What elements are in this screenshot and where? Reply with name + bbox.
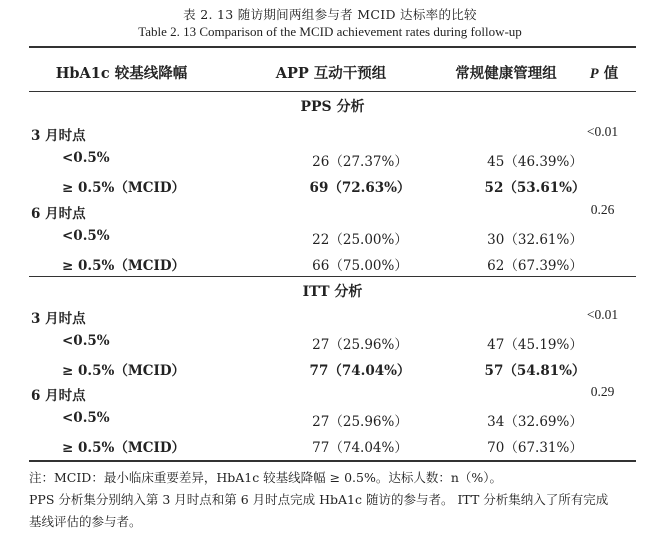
column-header-p-value bbox=[572, 62, 636, 83]
row-label: 3 月时点 bbox=[31, 128, 86, 144]
table-row bbox=[29, 333, 636, 359]
table-row bbox=[29, 124, 636, 150]
cell-app: 27（25.96%） bbox=[312, 414, 408, 430]
column-header-regular-group: 常规健康管理组 bbox=[455, 65, 557, 82]
note-line-3: 基线评估的参与者。 bbox=[29, 514, 142, 529]
row-label: ≥ 0.5%（MCID） bbox=[62, 440, 186, 456]
table-row bbox=[29, 436, 636, 462]
section-divider-rule bbox=[29, 276, 636, 277]
cell-app: 77（74.04%） bbox=[309, 363, 411, 379]
cell-p: 0.26 bbox=[590, 202, 615, 217]
cell-regular: 34（32.69%） bbox=[487, 414, 583, 430]
cell-regular: 52（53.61%） bbox=[484, 180, 586, 196]
table-row bbox=[29, 228, 636, 254]
cell-regular: 47（45.19%） bbox=[487, 337, 583, 353]
column-header-app-group: APP 互动干预组 bbox=[275, 65, 387, 82]
cell-app: 26（27.37%） bbox=[312, 154, 408, 170]
cell-p: <0.01 bbox=[586, 124, 619, 139]
table-bottom-rule bbox=[29, 460, 636, 462]
section-title-itt: ITT 分析 bbox=[302, 284, 363, 300]
row-label: 6 月时点 bbox=[31, 206, 86, 222]
table-row bbox=[29, 176, 636, 202]
cell-regular: 30（32.61%） bbox=[487, 232, 583, 248]
header-rule bbox=[29, 91, 636, 92]
row-label: <0.5% bbox=[62, 333, 110, 349]
section-title-pps: PPS 分析 bbox=[300, 99, 365, 115]
p-symbol: P bbox=[589, 66, 599, 82]
p-header-text: 值 bbox=[598, 65, 619, 82]
cell-regular: 45（46.39%） bbox=[487, 154, 583, 170]
table-caption-cn: 表 2. 13 随访期间两组参与者 MCID 达标率的比较 bbox=[183, 7, 477, 22]
cell-app: 27（25.96%） bbox=[312, 337, 408, 353]
cell-p: 0.29 bbox=[590, 384, 615, 399]
cell-app: 66（75.00%） bbox=[312, 258, 408, 274]
row-label: 3 月时点 bbox=[31, 311, 86, 327]
row-label: ≥ 0.5%（MCID） bbox=[62, 258, 186, 274]
note-line-2: PPS 分析集分别纳入第 3 月时点和第 6 月时点完成 HbA1c 随访的参与者。 ITT 分析集纳入了所有完成 bbox=[29, 492, 609, 507]
cell-p: <0.01 bbox=[586, 307, 619, 322]
cell-regular: 57（54.81%） bbox=[484, 363, 586, 379]
table-top-rule bbox=[29, 46, 636, 48]
row-label: <0.5% bbox=[62, 410, 110, 426]
note-line-1: 注：MCID：最小临床重要差异，HbA1c 较基线降幅 ≥ 0.5%。达标人数：n（%）。 bbox=[29, 470, 503, 485]
table-row bbox=[29, 202, 636, 228]
table-row bbox=[29, 384, 636, 410]
cell-app: 77（74.04%） bbox=[312, 440, 408, 456]
table-row bbox=[29, 150, 636, 176]
row-label: ≥ 0.5%（MCID） bbox=[62, 180, 186, 196]
row-label: <0.5% bbox=[62, 150, 110, 166]
cell-regular: 62（67.39%） bbox=[487, 258, 583, 274]
column-header-hba1c: HbA1c 较基线降幅 bbox=[55, 65, 188, 82]
cell-app: 69（72.63%） bbox=[309, 180, 411, 196]
table-row bbox=[29, 359, 636, 385]
cell-regular: 70（67.31%） bbox=[487, 440, 583, 456]
row-label: <0.5% bbox=[62, 228, 110, 244]
cell-app: 22（25.00%） bbox=[312, 232, 408, 248]
row-label: 6 月时点 bbox=[31, 388, 86, 404]
row-label: ≥ 0.5%（MCID） bbox=[62, 363, 186, 379]
table-row bbox=[29, 410, 636, 436]
table-row bbox=[29, 307, 636, 333]
table-caption-en: Table 2. 13 Comparison of the MCID achievement rates during follow-up bbox=[138, 24, 522, 39]
